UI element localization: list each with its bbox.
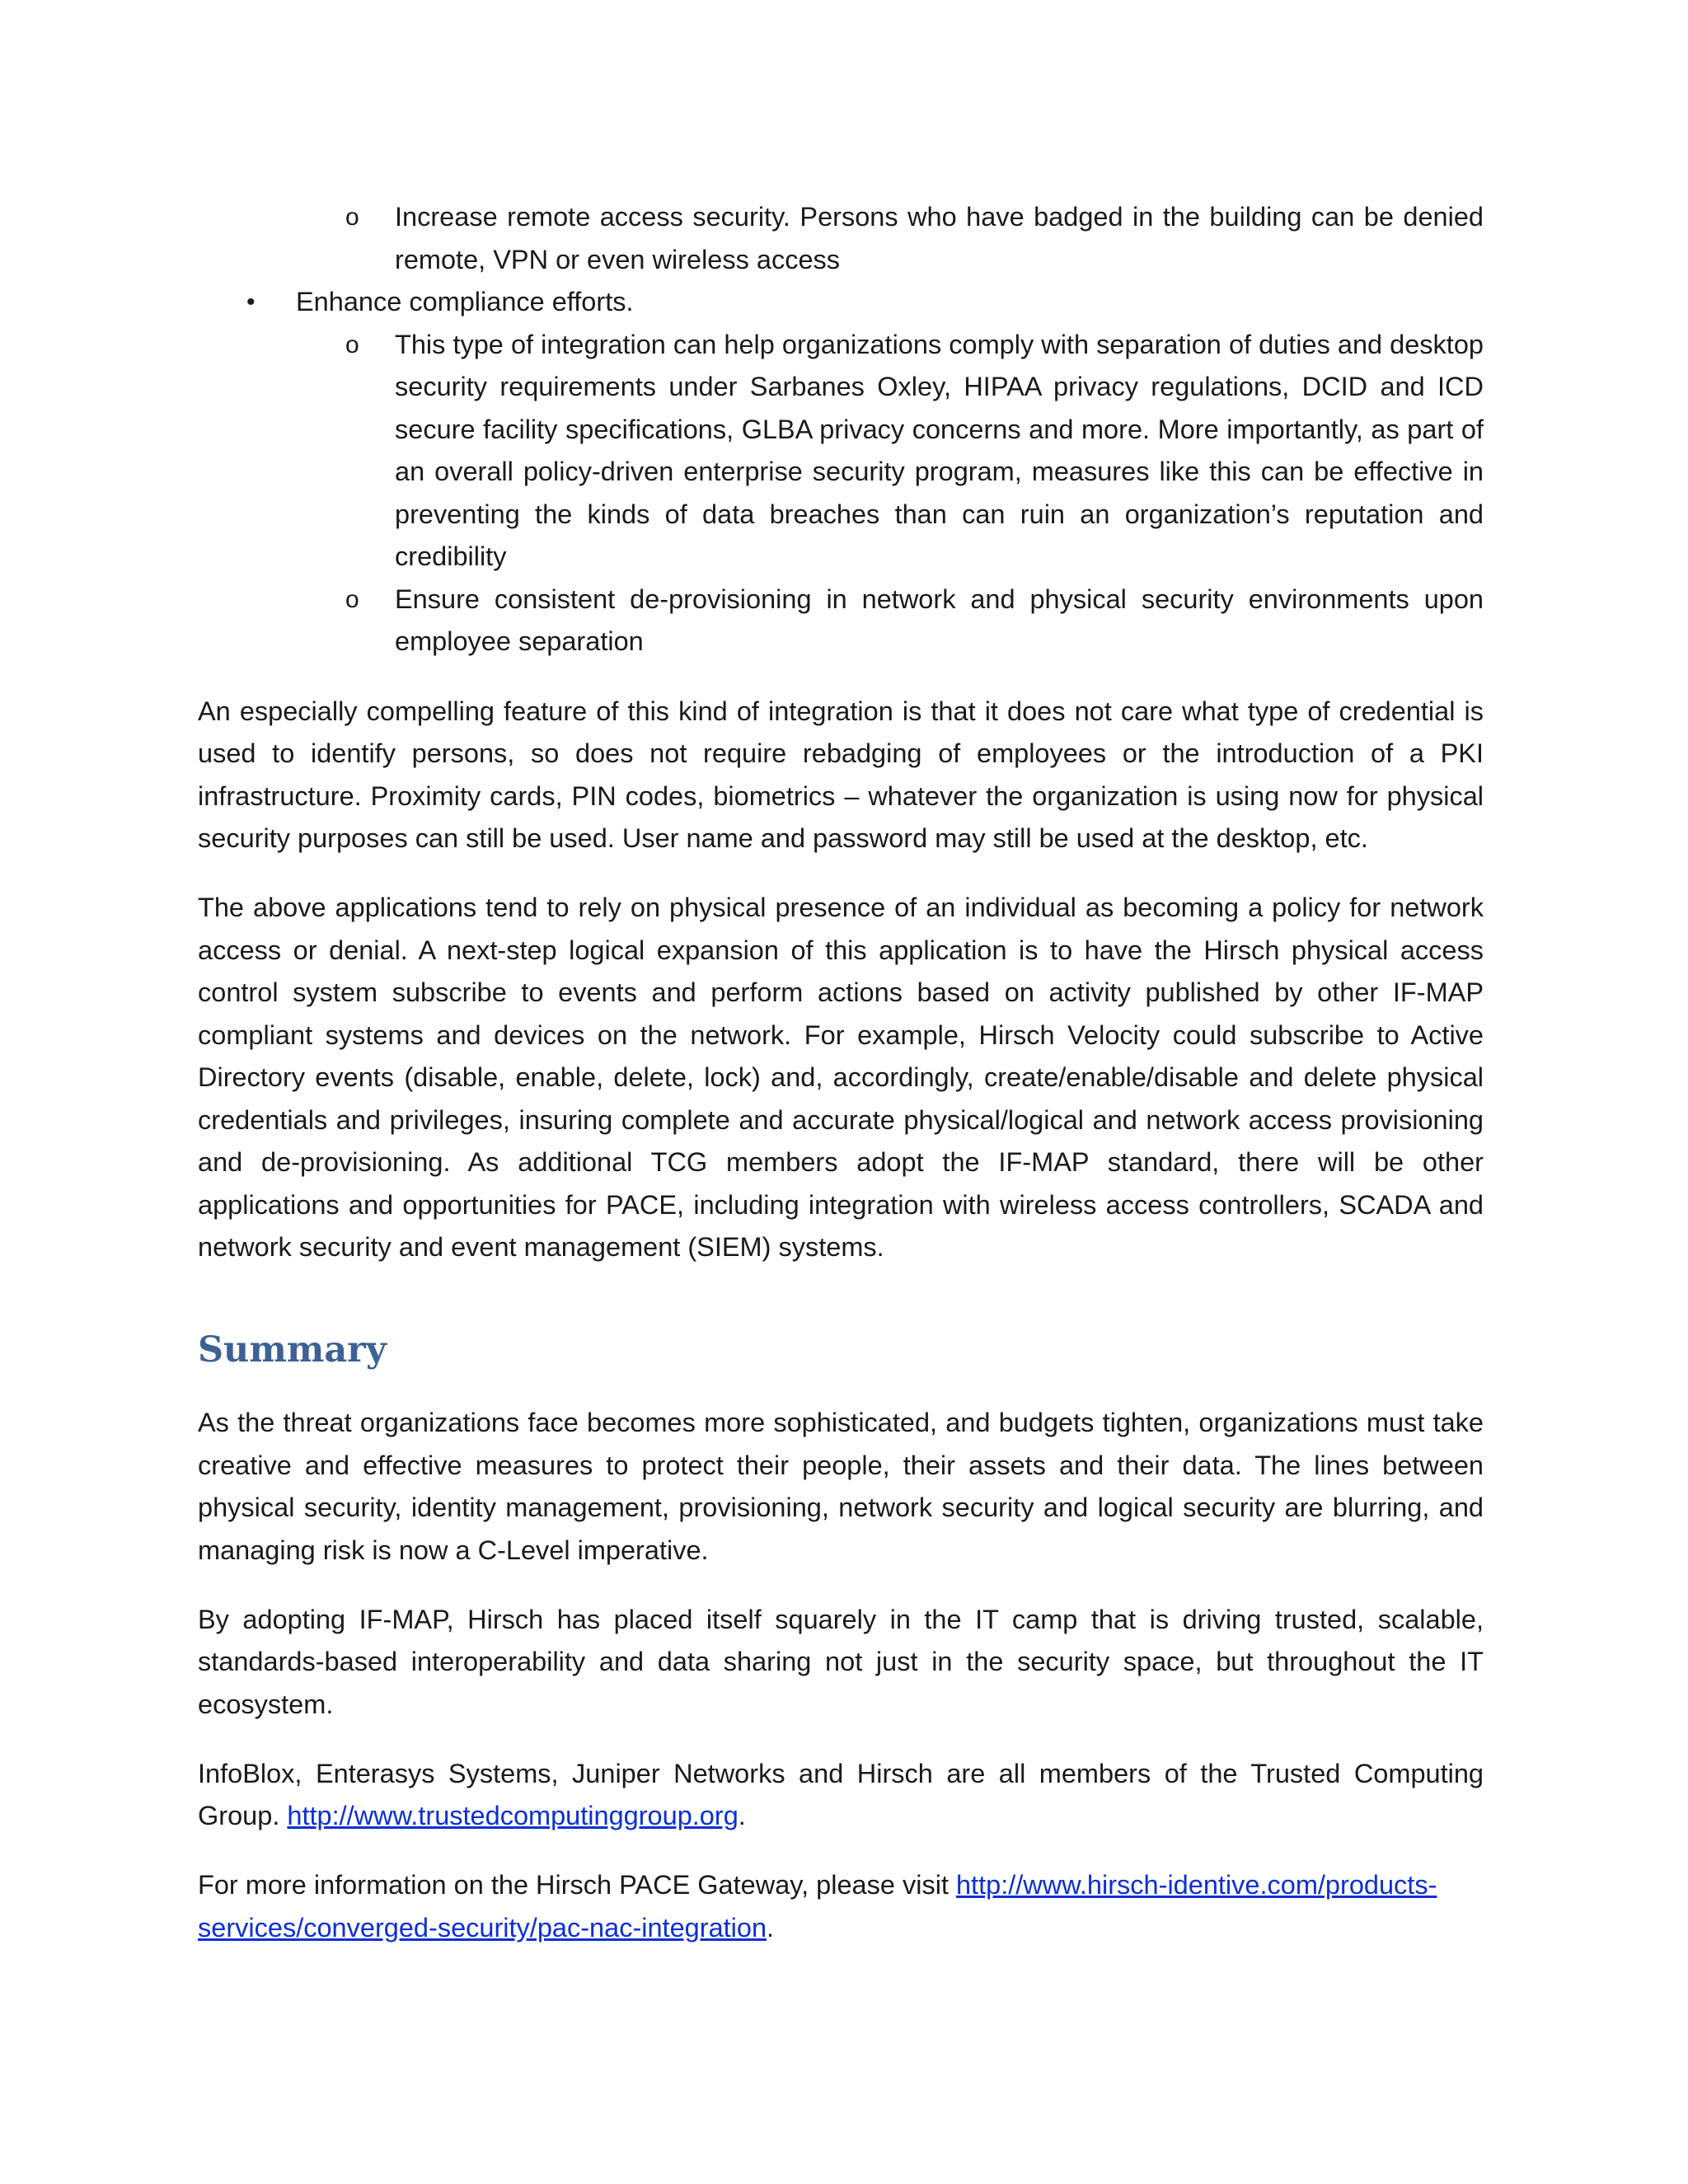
list-item-text: Ensure consistent de-provisioning in network and physical security environments upon employee separation <box>395 583 1484 656</box>
more-info-period: . <box>767 1912 775 1943</box>
paragraph-credential-feature: An especially compelling feature of this kind of integration is that it does not care what type of credential is used to identify persons, so does not require rebadging of employees or the introduction of a PKI infrastructure. Proximity cards, PIN codes, biometrics – whatever the organization is using now for physical security purposes can still be used. User name and password may still be used at the desktop, etc. <box>198 696 1484 853</box>
tcg-text: InfoBlox, Enterasys Systems, Juniper Networks and Hirsch are all members of the Trusted Computing Group. <box>198 1758 1484 1831</box>
list-item-text: This type of integration can help organizations comply with separation of duties and desktop security requirements under Sarbanes Oxley, HIPAA privacy regulations, DCID and ICD secure facility specifications, GLBA privacy concerns and more. More importantly, as part of an overall policy-driven enterprise security program, measures like this can be effective in preventing the kinds of data breaches than can ruin an organization’s reputation and credibility <box>395 329 1484 571</box>
list-item-deprovisioning <box>345 579 1484 663</box>
hollow-circle-bullet: o <box>345 204 359 231</box>
paragraph-next-step: The above applications tend to rely on physical presence of an individual as becoming a policy for network access or denial. A next-step logical expansion of this application is to have the Hirsch physical access control system subscribe to events and perform actions based on activity published by other IF-MAP compliant systems and devices on the network. For example, Hirsch Velocity could subscribe to Active Directory events (disable, enable, delete, lock) and, accordingly, create/enable/disable and delete physical credentials and privileges, insuring complete and accurate physical/logical and network access provisioning and de-provisioning. As additional TCG members adopt the IF-MAP standard, there will be other applications and opportunities for PACE, including integration with wireless access controllers, SCADA and network security and event management (SIEM) systems. <box>198 893 1484 1262</box>
paragraph-summary-ifmap: By adopting IF-MAP, Hirsch has placed itself squarely in the IT camp that is driving trusted, scalable, standards-based interoperability and data sharing not just in the security space, but throughout the IT ecosystem. <box>198 1604 1484 1719</box>
hollow-circle-bullet: o <box>345 585 359 613</box>
paragraph-more-info <box>198 1864 1484 1949</box>
section-heading-summary: Summary <box>198 1329 387 1371</box>
list-item-remote-access <box>345 196 1484 281</box>
more-info-text: For more information on the Hirsch PACE Gateway, please visit <box>198 1870 956 1900</box>
paragraph-tcg-members <box>198 1753 1484 1838</box>
hollow-circle-bullet: o <box>345 330 359 359</box>
list-item-integration <box>345 324 1484 579</box>
paragraph-summary-threat: As the threat organizations face becomes more sophisticated, and budgets tighten, organizations must take creative and effective measures to protect their people, their assets and their data. The lines between physical security, identity management, provisioning, network security and logical security are blurring, and managing risk is now a C-Level imperative. <box>198 1408 1484 1565</box>
hirsch-link[interactable]: http://www.hirsch-identive.com/products-services/converged-security/pac-nac-integration <box>198 1870 1437 1943</box>
list-item-compliance <box>246 281 1484 324</box>
tcg-link[interactable]: http://www.trustedcomputinggroup.org <box>287 1801 738 1831</box>
bullet-dot: • <box>246 288 256 316</box>
tcg-period: . <box>738 1801 746 1831</box>
document-page <box>198 196 1484 1976</box>
list-item-text: Enhance compliance efforts. <box>296 287 634 316</box>
list-item-text: Increase remote access security. Persons who have badged in the building can be denied remote, VPN or even wireless access <box>395 202 1484 274</box>
